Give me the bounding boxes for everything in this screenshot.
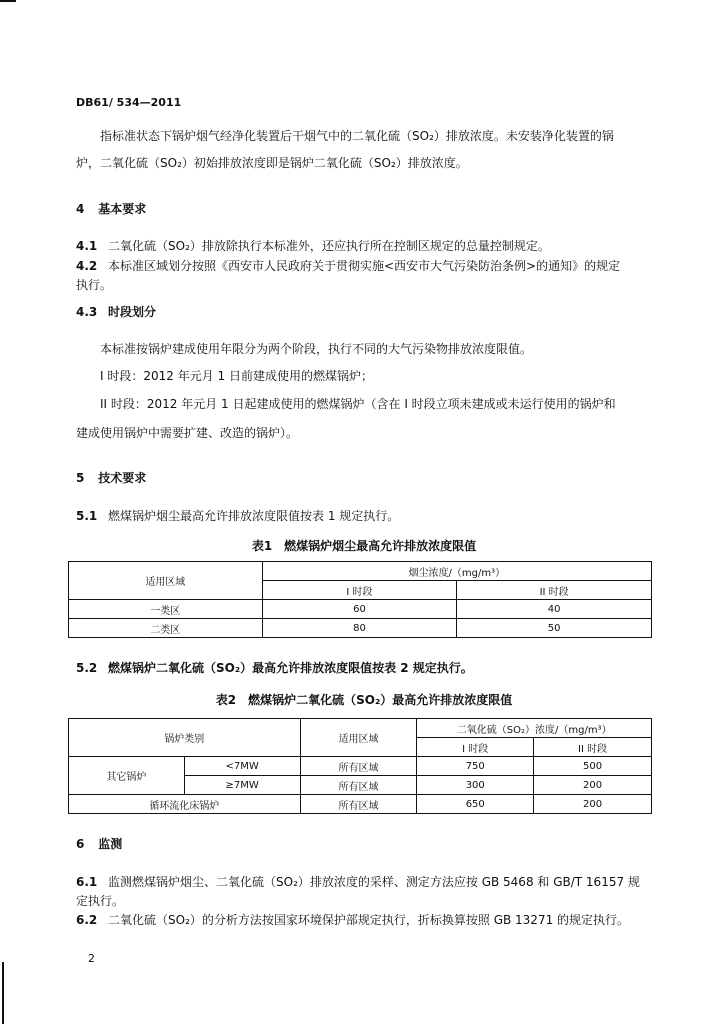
table-2-caption: 表2 燃煤锅炉二氧化硫（SO₂）最高允许排放浓度限值 bbox=[215, 693, 513, 707]
section-4-heading bbox=[76, 203, 146, 215]
table-2-row-2-period-2: 200 bbox=[534, 776, 652, 795]
clause-4-2-line-2: 执行。 bbox=[76, 278, 113, 292]
clause-6-1 bbox=[76, 876, 640, 888]
clause-6-2 bbox=[76, 914, 629, 926]
table-2-row-1-area: 所有区域 bbox=[300, 757, 417, 776]
standard-code: DB61/ 534—2011 bbox=[76, 96, 182, 109]
table-2-row-3-type: 循环流化床锅炉 bbox=[69, 795, 301, 814]
table-1-row-2-area: 二类区 bbox=[69, 619, 263, 638]
clause-6-2-number: 6.2 bbox=[76, 913, 98, 927]
table-2-header-period-1: I 时段 bbox=[417, 738, 534, 757]
table-1-header-area: 适用区域 bbox=[69, 562, 263, 600]
clause-5-1-text: 燃煤锅炉烟尘最高允许排放浓度限值按表 1 规定执行。 bbox=[108, 509, 400, 523]
table-2-header-boiler-type: 锅炉类别 bbox=[69, 719, 301, 757]
table-2-row-1-period-2: 500 bbox=[534, 757, 652, 776]
section-5-heading bbox=[76, 472, 146, 484]
clause-4-2 bbox=[76, 260, 620, 272]
section-6-number: 6 bbox=[76, 837, 85, 851]
clause-5-2 bbox=[76, 662, 473, 674]
table-2-row-2-area: 所有区域 bbox=[300, 776, 417, 795]
clause-5-2-number: 5.2 bbox=[76, 661, 98, 675]
table-2-row-3-period-2: 200 bbox=[534, 795, 652, 814]
section-5-number: 5 bbox=[76, 471, 85, 485]
clause-5-1 bbox=[76, 510, 399, 522]
clause-4-1-text: 二氧化硫（SO₂）排放除执行本标准外，还应执行所在控制区规定的总量控制规定。 bbox=[108, 239, 550, 253]
clause-4-3-heading bbox=[76, 306, 156, 318]
clause-4-3-title: 时段划分 bbox=[108, 305, 157, 319]
definition-line-2: 炉，二氧化硫（SO₂）初始排放浓度即是锅炉二氧化硫（SO₂）排放浓度。 bbox=[76, 156, 468, 170]
clause-4-3-para-3: II 时段：2012 年元月 1 日起建成使用的燃煤锅炉（含在 I 时段立项未建成或未运行使用的锅炉和 bbox=[100, 397, 616, 411]
table-1-caption: 表1 燃煤锅炉烟尘最高允许排放浓度限值 bbox=[251, 539, 477, 553]
table-1 bbox=[68, 561, 652, 638]
table-1-header-period-1: I 时段 bbox=[262, 581, 457, 600]
table-1-header-concentration: 烟尘浓度/（mg/m³） bbox=[262, 562, 651, 581]
table-2-row-1-capacity: <7MW bbox=[184, 757, 300, 776]
table-2-row-3-area: 所有区域 bbox=[300, 795, 417, 814]
page-number: 2 bbox=[88, 952, 95, 965]
section-6-heading bbox=[76, 838, 122, 850]
table-row bbox=[69, 600, 652, 619]
table-2-row-1-period-1: 750 bbox=[417, 757, 534, 776]
table-1-row-2-period-1: 80 bbox=[262, 619, 457, 638]
clause-4-2-text: 本标准区域划分按照《西安市人民政府关于贯彻实施<西安市大气污染防治条例>的通知》的规定 bbox=[108, 259, 621, 273]
table-1-header-period-2: II 时段 bbox=[457, 581, 652, 600]
table-2-group-label: 其它锅炉 bbox=[69, 757, 185, 795]
section-5-title: 技术要求 bbox=[98, 471, 147, 485]
scan-edge-mark-left bbox=[2, 962, 4, 1024]
clause-4-1-number: 4.1 bbox=[76, 239, 98, 253]
clause-4-1 bbox=[76, 240, 550, 252]
clause-4-3-para-3-line-2: 建成使用锅炉中需要扩建、改造的锅炉）。 bbox=[76, 426, 299, 440]
clause-6-1-text: 监测燃煤锅炉烟尘、二氧化硫（SO₂）排放浓度的采样、测定方法应按 GB 5468 和 GB/T 16157 规 bbox=[108, 875, 640, 889]
table-2-row-2-capacity: ≥7MW bbox=[184, 776, 300, 795]
clause-4-3-para-1: 本标准按锅炉建成使用年限分为两个阶段，执行不同的大气污染物排放浓度限值。 bbox=[100, 342, 533, 356]
table-row bbox=[69, 795, 652, 814]
clause-4-2-number: 4.2 bbox=[76, 259, 98, 273]
clause-5-2-text: 燃煤锅炉二氧化硫（SO₂）最高允许排放浓度限值按表 2 规定执行。 bbox=[108, 661, 473, 675]
scan-edge-mark bbox=[0, 0, 16, 2]
table-2-row-3-period-1: 650 bbox=[417, 795, 534, 814]
table-row bbox=[69, 619, 652, 638]
clause-4-3-number: 4.3 bbox=[76, 305, 98, 319]
clause-6-1-number: 6.1 bbox=[76, 875, 98, 889]
table-2-row-2-period-1: 300 bbox=[417, 776, 534, 795]
clause-4-3-para-2: I 时段：2012 年元月 1 日前建成使用的燃煤锅炉； bbox=[100, 369, 373, 383]
table-2-header-period-2: II 时段 bbox=[534, 738, 652, 757]
definition-line-1: 指标准状态下锅炉烟气经净化装置后干烟气中的二氧化硫（SO₂）排放浓度。未安装净化装置的锅 bbox=[100, 129, 614, 143]
clause-6-2-text: 二氧化硫（SO₂）的分析方法按国家环境保护部规定执行，折标换算按照 GB 13271 的规定执行。 bbox=[108, 913, 630, 927]
section-4-title: 基本要求 bbox=[98, 202, 147, 216]
section-4-number: 4 bbox=[76, 202, 85, 216]
clause-6-1-line-2: 定执行。 bbox=[76, 894, 125, 908]
table-2-header-area: 适用区域 bbox=[300, 719, 417, 757]
table-row bbox=[69, 757, 652, 776]
table-2 bbox=[68, 718, 652, 814]
table-2-header-concentration: 二氧化硫（SO₂）浓度/（mg/m³） bbox=[417, 719, 652, 738]
table-1-row-1-period-1: 60 bbox=[262, 600, 457, 619]
table-1-row-1-area: 一类区 bbox=[69, 600, 263, 619]
clause-5-1-number: 5.1 bbox=[76, 509, 98, 523]
table-1-row-1-period-2: 40 bbox=[457, 600, 652, 619]
section-6-title: 监测 bbox=[98, 837, 123, 851]
table-1-row-2-period-2: 50 bbox=[457, 619, 652, 638]
